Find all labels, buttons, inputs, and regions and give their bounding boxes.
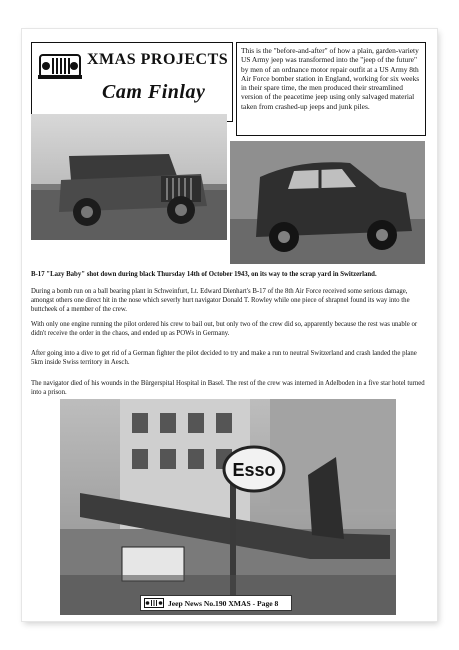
- paragraph-1: During a bomb run on a ball bearing plant in Schweinfurt, Lt. Edward Dienhart's B-17 of the 8th Air Force received some serious damage, amongst others one direct hit in the nose which severly hurt navigator Donald T. Rowley while one piece of shrapnel found its way into the buttcheek of a member of the crew.: [31, 288, 410, 313]
- paragraph-4: The navigator died of his wounds in the Bürgerspital Hospital in Basel. The rest of the crew was interned in Adelboden in a five star hotel turned into a prison.: [31, 380, 425, 396]
- jeep-grille-icon: [144, 598, 164, 608]
- footer-text: Jeep News No.190 XMAS - Page 8: [168, 598, 279, 608]
- intro-text: This is the "before-and-after" of how a plain, garden-variety US Army jeep was transformed into the "jeep of the future" by men of an ordnance motor repair outfit at a US Army 8th Air Force bomber station in England, working for six weeks in their spare time, the men produced their streamlined version of the peacetime jeep using only salvaged material taken from crashed-up jeeps and junk piles.: [236, 42, 426, 136]
- paragraph-3: After going into a dive to get rid of a German fighter the pilot decided to try and make a run to neutral Switzerland and crash landed the plane 5km inside Swiss territory in Aesch.: [31, 350, 417, 366]
- jeep-before-photo: [31, 114, 227, 240]
- title-box: [31, 42, 233, 122]
- section-title: XMAS PROJECTS: [87, 51, 229, 68]
- jeep-after-photo: [230, 141, 425, 264]
- page-footer: [140, 595, 292, 611]
- author-name: Cam Finlay: [102, 81, 206, 103]
- paragraph-2: With only one engine running the pilot ordered his crew to bail out, but only two of the crew did so, apparently because the rest was unable or didn't receive the order in the chaos, and ended up as POWs in Germany.: [31, 321, 418, 337]
- esso-sign-label: Esso: [232, 460, 276, 480]
- jeep-grille-icon: [38, 51, 82, 81]
- newsletter-page: [22, 29, 437, 621]
- b17-esso-photo: [60, 399, 396, 615]
- photo-caption: B-17 "Lazy Baby" shot down during black Thursday 14th of October 1943, on its way to the scrap yard in Switzerland.: [31, 271, 377, 278]
